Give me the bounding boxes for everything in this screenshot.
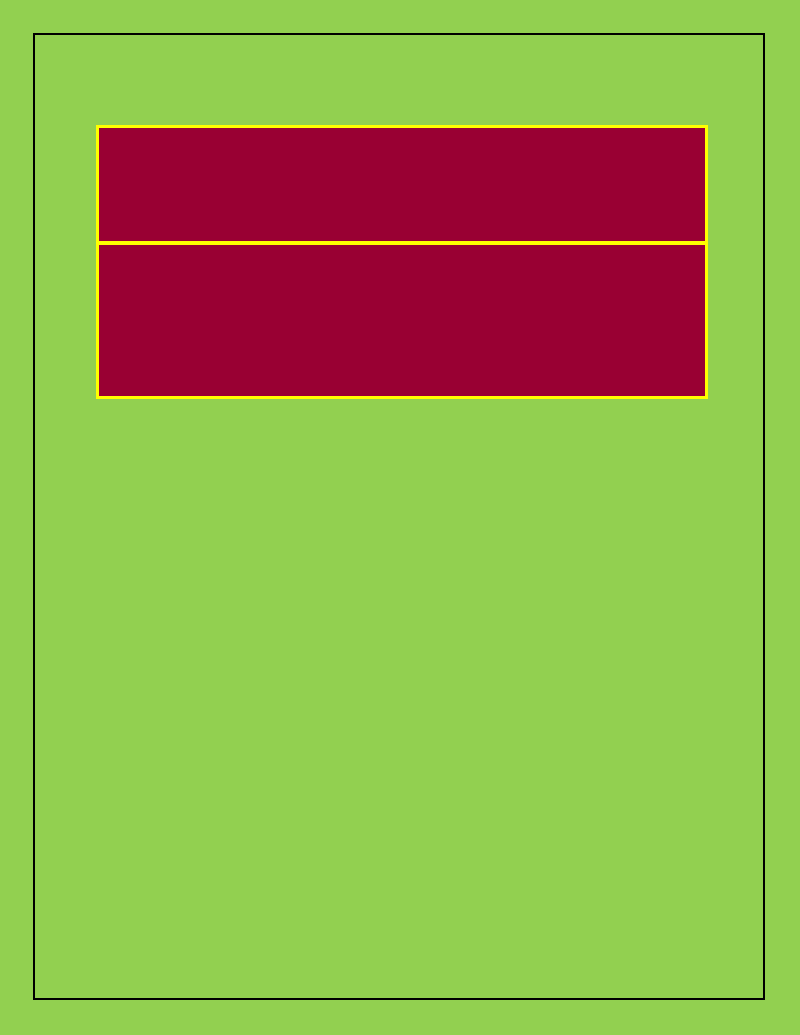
- header-box: [96, 125, 708, 399]
- header-top: [98, 127, 706, 242]
- header-bottom: [98, 244, 706, 397]
- about-text: [99, 245, 705, 253]
